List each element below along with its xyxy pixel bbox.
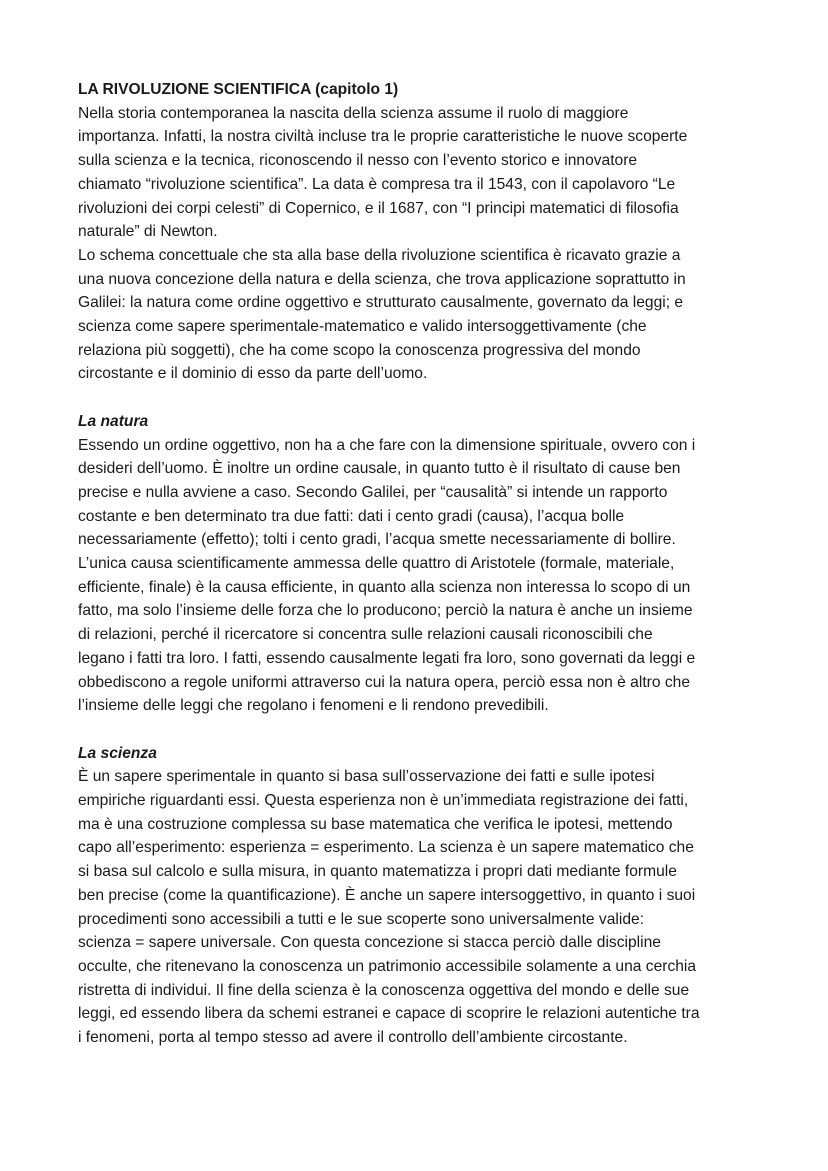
text-line: Essendo un ordine oggettivo, non ha a che fare con la dimensione spirituale, ovvero con i — [78, 436, 696, 454]
paragraph-spacer — [78, 386, 758, 410]
text-line: Nella storia contemporanea la nascita della scienza assume il ruolo di maggiore — [78, 104, 629, 122]
text-line: si basa sul calcolo e sulla misura, in quanto matematizza i propri dati mediante formule — [78, 863, 677, 881]
text-line: Lo schema concettuale che sta alla base della rivoluzione scientifica è ricavato grazie a — [78, 246, 681, 264]
scienza-paragraph — [78, 765, 758, 1049]
document-page — [78, 78, 758, 1050]
text-line: scienza come sapere sperimentale-matematico e valido intersoggettivamente (che — [78, 318, 647, 336]
text-line: una nuova concezione della natura e della scienza, che trova applicazione soprattutto in — [78, 270, 686, 288]
text-line: naturale” di Newton. — [78, 223, 218, 241]
text-line: fatto, ma solo l’insieme delle forza che lo producono; perciò la natura è anche un insieme — [78, 602, 693, 620]
text-line: efficiente, finale) è la causa efficiente, in quanto alla scienza non interessa lo scopo di un — [78, 578, 691, 596]
text-line: capo all’esperimento: esperienza = esperimento. La scienza è un sapere matematico che — [78, 839, 694, 857]
text-line: ma è una costruzione complessa su base matematica che verifica le ipotesi, mettendo — [78, 815, 673, 833]
section-heading-natura: La natura — [78, 412, 149, 430]
text-line: di relazioni, perché il ricercatore si concentra sulle relazioni causali riconoscibili che — [78, 626, 653, 644]
text-line: l’insieme delle leggi che regolano i fenomeni e li rendono prevedibili. — [78, 697, 549, 715]
text-line: legano i fatti tra loro. I fatti, essendo causalmente legati fra loro, sono governati da leggi e — [78, 649, 696, 667]
text-line: occulte, che ritenevano la conoscenza un patrimonio accessibile solamente a una cerchia — [78, 957, 697, 975]
text-line: circostante e il dominio di esso da parte dell’uomo. — [78, 365, 428, 383]
text-line: L’unica causa scientificamente ammessa delle quattro di Aristotele (formale, materiale, — [78, 555, 675, 573]
text-line: necessariamente (effetto); tolti i cento gradi, l’acqua smette necessariamente di bollire. — [78, 531, 676, 549]
text-line: importanza. Infatti, la nostra civiltà incluse tra le proprie caratteristiche le nuove scoperte — [78, 128, 688, 146]
text-line: procedimenti sono accessibili a tutti e le sue scoperte sono universalmente valide: — [78, 910, 645, 928]
intro-paragraph-2 — [78, 244, 758, 386]
intro-paragraph-1 — [78, 102, 758, 244]
text-line: precise e nulla avviene a caso. Secondo Galilei, per “causalità” si intende un rapporto — [78, 483, 668, 501]
text-line: ben precise (come la quantificazione). È anche un sapere intersoggettivo, in quanto i suoi — [78, 886, 696, 904]
text-line: i fenomeni, porta al tempo stesso ad avere il controllo dell’ambiente circostante. — [78, 1029, 628, 1047]
text-line: Galilei: la natura come ordine oggettivo e strutturato causalmente, governato da leggi; e — [78, 294, 684, 312]
text-line: costante e ben determinato tra due fatti: dati i cento gradi (causa), l’acqua bolle — [78, 507, 625, 525]
text-line: relaziona più soggetti), che ha come scopo la conoscenza progressiva del mondo — [78, 341, 641, 359]
text-line: È un sapere sperimentale in quanto si basa sull’osservazione dei fatti e sulle ipotesi — [78, 768, 655, 786]
document-title: LA RIVOLUZIONE SCIENTIFICA (capitolo 1) — [78, 81, 399, 98]
text-line: desideri dell’uomo. È inoltre un ordine causale, in quanto tutto è il risultato di cause ben — [78, 460, 681, 478]
text-line: sulla scienza e la tecnica, riconoscendo il nesso con l’evento storico e innovatore — [78, 152, 638, 170]
text-line: chiamato “rivoluzione scientifica”. La data è compresa tra il 1543, con il capolavoro “Le — [78, 175, 676, 193]
text-line: ristretta di individui. Il fine della scienza è la conoscenza oggettiva del mondo e delle sue — [78, 981, 690, 999]
text-line: empiriche riguardanti essi. Questa esperienza non è un’immediata registrazione dei fatti, — [78, 792, 689, 810]
paragraph-spacer — [78, 718, 758, 742]
text-line: rivoluzioni dei corpi celesti” di Copernico, e il 1687, con “I principi matematici di filosofia — [78, 199, 679, 217]
section-heading-scienza: La scienza — [78, 744, 157, 762]
text-line: leggi, ed essendo libera da schemi estranei e capace di scoprire le relazioni autentiche tra — [78, 1005, 700, 1023]
text-line: obbediscono a regole uniformi attraverso cui la natura opera, perciò essa non è altro che — [78, 673, 690, 691]
text-line: scienza = sapere universale. Con questa concezione si stacca perciò dalle discipline — [78, 934, 661, 952]
natura-paragraph — [78, 434, 758, 718]
